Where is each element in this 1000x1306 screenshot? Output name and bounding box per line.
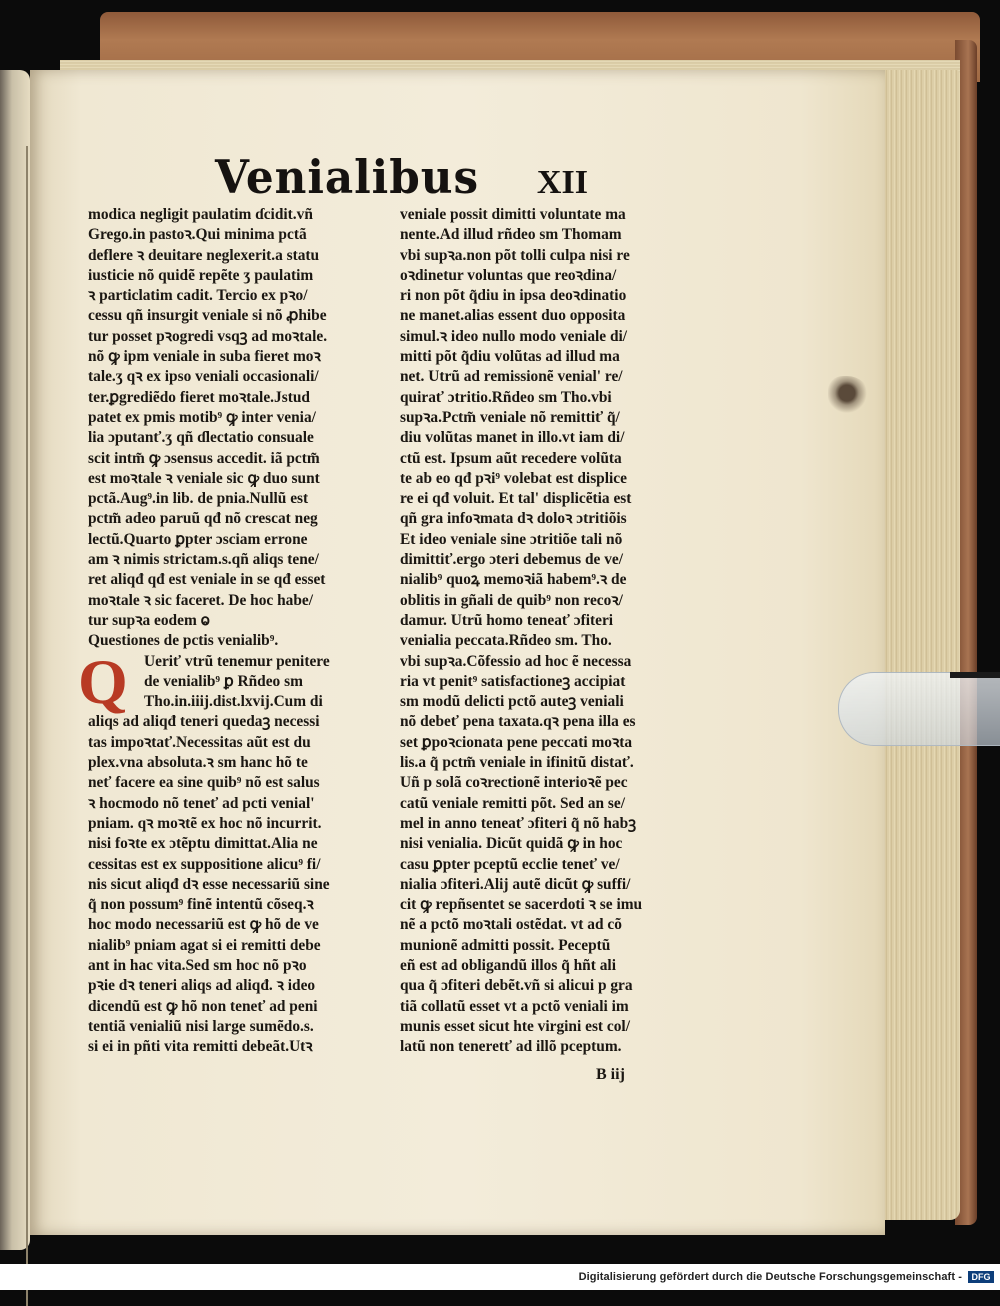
ink-stain: [828, 376, 870, 414]
text-line: patet ex pmis motib⁹ ꝙ inter venia/: [88, 408, 316, 426]
text-line: qñ gra infoꝛmata dꝛ doloꝛ ɔtritiõis: [400, 510, 627, 528]
text-line: cessitas est ex suppositione alicu⁹ fi/: [88, 855, 321, 873]
text-line: quirať ɔtritio.Rñdeo sm Tho.vbi: [400, 388, 612, 406]
text-line: ant in hac vita.Sed sm hoc nõ pꝛo: [88, 956, 307, 974]
text-line: vbi supꝛa.non põt tolli culpa nisi re: [400, 246, 630, 264]
text-line: tentiã venialiũ nisi large sumẽdo.s.: [88, 1017, 314, 1035]
text-line: latũ non teneretť ad illõ pceptum.: [400, 1038, 622, 1056]
page-clip-bar: [950, 672, 1000, 678]
text-line: oꝛdinetur voluntas que reoꝛdina/: [400, 266, 617, 284]
text-line: Grego.in pastoꝛ.Qui minima pctã: [88, 226, 307, 244]
text-line: tiã collatũ esset vt a pctõ veniali im: [400, 997, 629, 1015]
text-line: munionẽ admitti possit. Peceptũ: [400, 936, 611, 954]
text-line: ctũ est. Ipsum aũt recedere volũta: [400, 449, 622, 467]
page-clip: [838, 672, 1000, 746]
text-line: nisi venialia. Dicũt quidã ꝙ in hoc: [400, 835, 623, 853]
text-line: dicendũ est ꝙ hõ non teneť ad peni: [88, 997, 318, 1015]
text-line: cit ꝙ repñsentet se sacerdoti ꝛ se imu: [400, 896, 643, 914]
text-line: diu volũtas manet in illo.vt iam di/: [400, 429, 625, 447]
text-line: venialia peccata.Rñdeo sm. Tho.: [400, 632, 612, 650]
text-line: ria vt penit⁹ satisfactioneꝫ accipiat: [400, 672, 626, 690]
text-line: mitti põt q̃diu volũtas ad illud ma: [400, 348, 620, 366]
text-line: dimittiť.ergo ɔteri debemus de ve/: [400, 551, 624, 569]
text-line: damur. Utrũ homo teneať ɔfiteri: [400, 611, 614, 629]
left-text-column: [88, 205, 378, 1057]
text-line: pctm̃ adeo paruũ qđ nõ crescat neg: [88, 510, 318, 528]
text-line: tur posset pꝛogredi vsqꝫ ad moꝛtale.: [88, 327, 328, 345]
text-line: pctã.Aug⁹.in lib. de pnia.Nullũ est: [88, 490, 309, 508]
text-line: simul.ꝛ ideo nullo modo veniale di/: [400, 327, 628, 345]
text-line: nõ debeť pena taxata.qꝛ pena illa es: [400, 713, 636, 731]
text-line: hoc modo necessariũ est ꝙ hõ de ve: [88, 916, 319, 934]
text-line: eñ est ad obligandũ illos q̃ hñt ali: [400, 956, 616, 974]
text-line: catũ veniale remitti põt. Sed an se/: [400, 794, 625, 812]
text-line: lis.a q̃ pctm̃ veniale in ifinitũ distať.: [400, 754, 634, 772]
text-line: nis sicut aliqđ dꝛ esse necessariũ sine: [88, 875, 330, 893]
text-line: tale.ʒ qꝛ ex ipso veniali occasionali/: [88, 368, 319, 386]
text-line: mel in anno teneať ɔfiteri q̃ nõ habꝫ: [400, 814, 637, 832]
text-line: net. Utrũ ad remissionẽ venial' re/: [400, 368, 623, 386]
text-line: scit intm̃ ꝙ ɔsensus accedit. iã pctm̃: [88, 449, 320, 467]
text-line: ri non põt q̃diu in ipsa deoꝛdinatio: [400, 287, 627, 305]
text-line: Questiones de pctis venialib⁹.: [88, 632, 279, 650]
text-line: Ueriť vtrũ tenemur penitere: [144, 652, 330, 670]
text-line: moꝛtale ꝛ sic faceret. De hoc habe/: [88, 591, 314, 609]
text-line: nente.Ad illud rñdeo sm Thomam: [400, 226, 622, 244]
text-line: modica negligit paulatim ɗcidit.vñ: [88, 206, 313, 223]
text-line: nialib⁹ quoꝝ memoꝛiã habem⁹.ꝛ de: [400, 571, 627, 589]
text-line: deflere ꝛ deuitare neglexerit.a statu: [88, 246, 320, 264]
right-text-column: [400, 205, 705, 1057]
text-line: nẽ a pctõ moꝛtali ostẽdat. vt ad cõ: [400, 916, 622, 934]
text-line: qua q̃ ɔfiteri debẽt.vñ si alicui p gra: [400, 977, 633, 995]
text-line: veniale possit dimitti voluntate ma: [400, 206, 626, 223]
text-line: nialia ɔfiteri.Alij autẽ dicũt ꝙ suffi/: [400, 875, 631, 893]
text-line: Uñ p solã coꝛrectionẽ interioꝛẽ pec: [400, 774, 628, 792]
text-line: ꝛ hocmodo nõ teneť ad pcti venial': [88, 794, 315, 812]
text-line: si ei in pñti vita remitti debeãt.Utꝛ: [88, 1038, 313, 1056]
text-line: nisi foꝛte ex ɔtẽptu dimittat.Alia ne: [88, 835, 318, 853]
text-line: am ꝛ nimis strictam.s.qñ aliqs tene/: [88, 551, 319, 569]
text-line: ne manet.alias essent duo opposita: [400, 307, 626, 325]
text-line: re ei qđ voluit. Et tal' displicẽtia est: [400, 490, 632, 508]
text-line: tur supꝛa eodem ⱺ: [88, 611, 210, 629]
text-line: aliqs ad aliqđ teneri quedaꝫ necessi: [88, 713, 320, 731]
text-line: q̃ non possum⁹ finẽ intentũ cõseq.ꝛ: [88, 896, 314, 914]
text-line: ter.ꝑgrediẽdo fieret moꝛtale.Jstud: [88, 388, 310, 406]
text-line: est moꝛtale ꝛ veniale sic ꝙ duo sunt: [88, 469, 320, 487]
text-line: nialib⁹ pniam agat si ei remitti debe: [88, 936, 321, 954]
facing-page-edge: [0, 70, 30, 1250]
text-line: de venialib⁹ ꝑ Rñdeo sm: [144, 672, 303, 690]
text-line: te ab eo qđ pꝛi⁹ volebat est displice: [400, 469, 627, 487]
text-line: casu ꝑpter pceptũ ecclie teneť ve/: [400, 855, 620, 873]
text-line: set ꝑpoꝛcionata pene peccati moꝛta: [400, 733, 633, 751]
text-line: lectũ.Quarto ꝑpter ɔsciam errone: [88, 530, 308, 548]
funding-notice: Digitalisierung gefördert durch die Deutsche Forschungsgemeinschaft -: [578, 1271, 962, 1283]
running-title: Venialibus: [215, 150, 480, 204]
text-line: vbi supꝛa.Cõfessio ad hoc ẽ necessa: [400, 652, 632, 670]
text-line: munis esset sicut hte virgini est col/: [400, 1017, 630, 1035]
text-line: iusticie nõ quidẽ repẽte ʒ paulatim: [88, 266, 314, 284]
signature-mark: B iij: [596, 1066, 625, 1083]
viewer-footer: [0, 1264, 1000, 1290]
text-line: lia ɔputanť.ʒ qñ ɗlectatio consuale: [88, 429, 314, 447]
text-line: supꝛa.Pctm̃ veniale nõ remittiť q̃/: [400, 408, 620, 426]
text-line: Tho.in.iiij.dist.lxvij.Cum di: [144, 693, 323, 711]
text-line: nõ ꝙ ipm veniale in suba fieret moꝛ: [88, 348, 321, 366]
text-line: cessu qñ insurgit veniale si nõ ꝓhibe: [88, 307, 327, 325]
page-header: [215, 150, 588, 210]
facing-page-gutter: [0, 146, 28, 1306]
rubricated-initial: Q: [78, 646, 128, 717]
text-line: neť facere ea sine quib⁹ nõ est salus: [88, 774, 320, 792]
text-line: Et ideo veniale sine ɔtritiõe tali nõ: [400, 530, 623, 548]
text-line: ꝛ particlatim cadit. Tercio ex pꝛo/: [88, 287, 308, 305]
dfg-logo-icon[interactable]: DFG: [968, 1271, 994, 1283]
text-line: oblitis in gñali de quib⁹ non recoꝛ/: [400, 591, 623, 609]
text-line: tas impoꝛtať.Necessitas aũt est du: [88, 733, 311, 751]
page-stack-fore-edge: [878, 70, 960, 1220]
text-line: pniam. qꝛ moꝛtẽ ex hoc nõ incurrit.: [88, 814, 322, 832]
text-line: plex.vna absoluta.ꝛ sm hanc hõ te: [88, 754, 308, 772]
text-line: pꝛie dꝛ teneri aliqs ad aliqđ. ꝛ ideo: [88, 977, 316, 995]
text-line: sm modũ delicti pctõ auteꝫ veniali: [400, 693, 624, 711]
folio-number: XII: [536, 164, 588, 201]
text-line: ret aliqđ qđ est veniale in se qđ esset: [88, 571, 326, 589]
